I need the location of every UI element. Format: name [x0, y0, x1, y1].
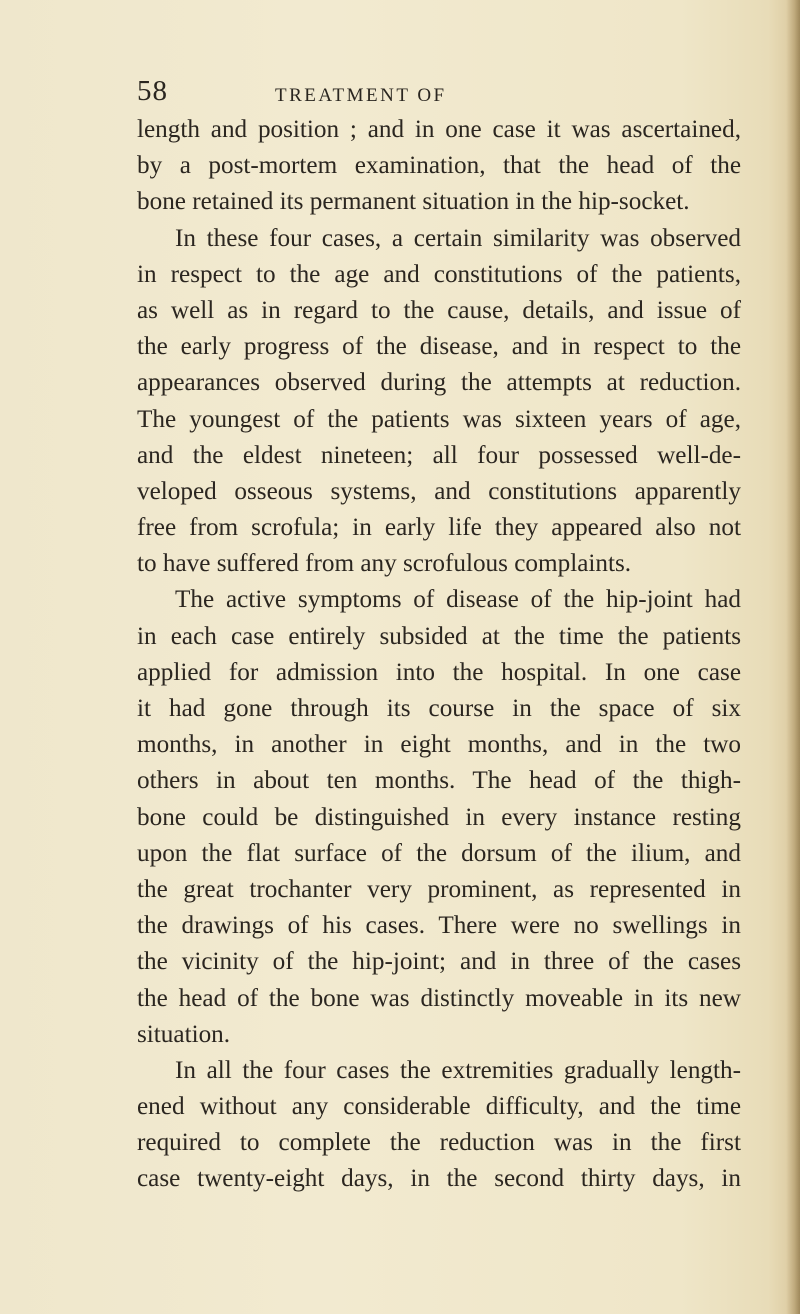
- text-line: months, in another in eight months, and in the two: [137, 731, 741, 759]
- text-line: the drawings of his cases. There were no swellings in: [137, 912, 741, 940]
- running-head: [137, 75, 737, 111]
- body-text: [137, 112, 741, 1198]
- text-line: free from scrofula; in early life they appeared also not: [137, 514, 741, 542]
- text-line: in each case entirely subsided at the time the patients: [137, 622, 741, 650]
- text-line: upon the flat surface of the dorsum of the ilium, and: [137, 839, 741, 867]
- text-line: case twenty-eight days, in the second thirty days, in: [137, 1165, 741, 1193]
- running-title: TREATMENT OF: [275, 85, 447, 106]
- text-line: the head of the bone was distinctly moveable in its new: [137, 984, 741, 1012]
- text-line: the great trochanter very prominent, as represented in: [137, 875, 741, 903]
- text-line: as well as in regard to the cause, details, and issue of: [137, 296, 741, 324]
- text-line: by a post-mortem examination, that the head of the: [137, 152, 741, 180]
- text-line: and the eldest nineteen; all four possessed well-de-: [137, 441, 741, 469]
- text-line: others in about ten months. The head of the thigh-: [137, 767, 741, 795]
- text-line: to have suffered from any scrofulous complaints.: [137, 550, 632, 578]
- text-line: ened without any considerable difficulty, and the time: [137, 1093, 741, 1121]
- text-line: applied for admission into the hospital. In one case: [137, 658, 741, 686]
- page-edge-shadow: [786, 0, 800, 1314]
- text-line: In these four cases, a certain similarity was observed: [175, 224, 741, 252]
- text-line: The youngest of the patients was sixteen years of age,: [137, 405, 741, 433]
- text-line: veloped osseous systems, and constitutions apparently: [137, 477, 741, 505]
- text-line: bone could be distinguished in every instance resting: [137, 803, 741, 831]
- text-line: bone retained its permanent situation in the hip-socket.: [137, 188, 690, 216]
- text-line: situation.: [137, 1020, 231, 1048]
- text-line: it had gone through its course in the space of six: [137, 695, 741, 722]
- text-line: The active symptoms of disease of the hip-joint had: [175, 586, 741, 614]
- text-line: in respect to the age and constitutions of the patients,: [137, 260, 741, 288]
- text-line: the early progress of the disease, and in respect to the: [137, 333, 741, 361]
- text-line: length and position ; and in one case it was ascertained,: [137, 116, 741, 143]
- text-line: required to complete the reduction was in the first: [137, 1129, 741, 1157]
- text-line: the vicinity of the hip-joint; and in three of the cases: [137, 948, 741, 976]
- page-number: 58: [137, 75, 168, 107]
- text-line: In all the four cases the extremities gradually length-: [175, 1056, 741, 1084]
- text-line: appearances observed during the attempts at reduction.: [137, 369, 741, 397]
